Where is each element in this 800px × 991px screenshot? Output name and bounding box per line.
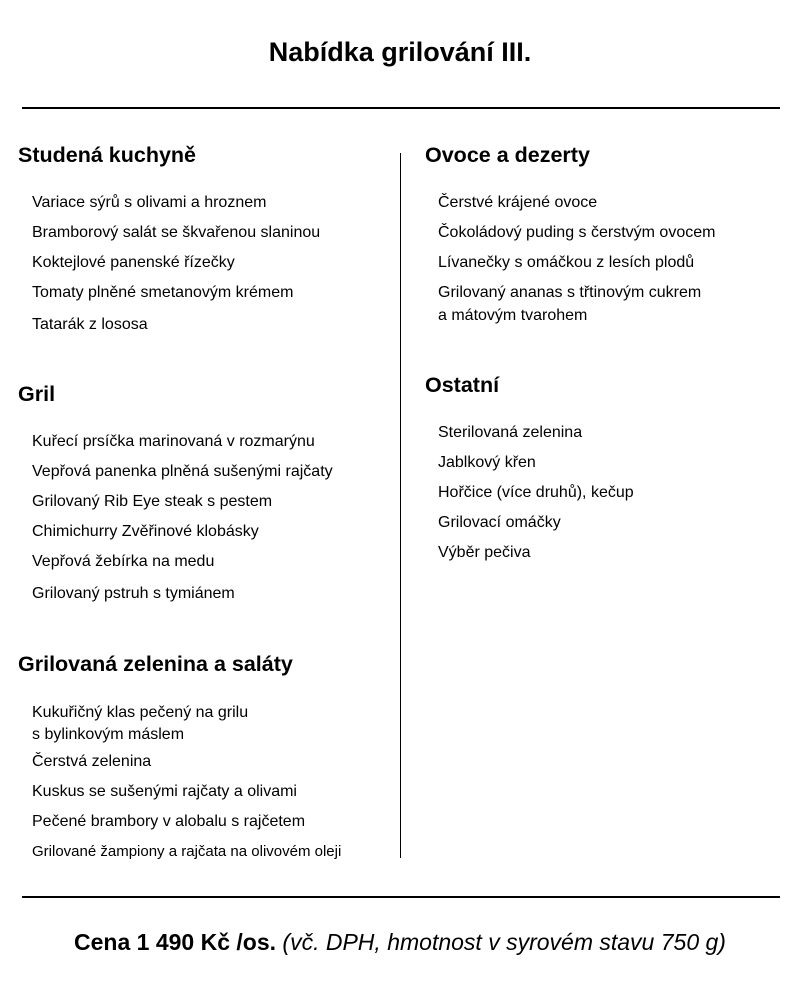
menu-item: Kukuřičný klas pečený na grilu <box>32 704 249 721</box>
menu-item: Grilovaný pstruh s tymiánem <box>32 585 235 602</box>
page-title: Nabídka grilování III. <box>268 37 532 67</box>
menu-item: Čerstvá zelenina <box>32 753 152 770</box>
column-divider <box>400 153 401 858</box>
menu-item: Lívanečky s omáčkou z lesích plodů <box>438 254 695 271</box>
menu-item: Hořčice (více druhů), kečup <box>438 484 634 501</box>
menu-item: Sterilovaná zelenina <box>438 424 583 441</box>
section-title-studena-kuchyne: Studená kuchyně <box>18 143 197 167</box>
section-title-ostatni: Ostatní <box>425 373 500 397</box>
menu-item: Koktejlové panenské řízečky <box>32 254 235 271</box>
menu-item: Tatarák z lososa <box>32 316 148 333</box>
menu-item: Variace sýrů s olivami a hroznem <box>32 194 267 211</box>
menu-item: Tomaty plněné smetanovým krémem <box>32 284 294 301</box>
menu-item: Chimichurry Zvěřinové klobásky <box>32 523 259 540</box>
menu-item: Grilovací omáčky <box>438 514 561 531</box>
menu-item: Vepřová žebírka na medu <box>32 553 215 570</box>
section-title-gril: Gril <box>18 382 56 406</box>
menu-item: Grilované žampiony a rajčata na olivovém oleji <box>32 843 342 860</box>
menu-item: Grilovaný Rib Eye steak s pestem <box>32 493 273 510</box>
menu-item: Grilovaný ananas s třtinovým cukrem <box>438 284 702 301</box>
price-note: (vč. DPH, hmotnost v syrovém stavu 750 g) <box>282 929 726 955</box>
section-title-grilovana-zelenina: Grilovaná zelenina a saláty <box>18 652 293 676</box>
menu-item-continuation: a mátovým tvarohem <box>438 307 588 324</box>
menu-item: Kuřecí prsíčka marinovaná v rozmarýnu <box>32 433 315 450</box>
menu-item: Čokoládový puding s čerstvým ovocem <box>438 224 716 241</box>
menu-item: Vepřová panenka plněná sušenými rajčaty <box>32 463 333 480</box>
price-footer <box>0 926 800 958</box>
menu-item-continuation: s bylinkovým máslem <box>32 726 185 743</box>
bottom-divider <box>22 896 780 898</box>
menu-item: Bramborový salát se škvařenou slaninou <box>32 224 321 241</box>
menu-item: Jablkový křen <box>438 454 536 471</box>
menu-item: Pečené brambory v alobalu s rajčetem <box>32 813 306 830</box>
top-divider <box>22 107 780 109</box>
menu-item: Výběr pečiva <box>438 544 531 561</box>
menu-item: Čerstvé krájené ovoce <box>438 194 598 211</box>
section-title-ovoce-a-dezerty: Ovoce a dezerty <box>425 143 590 167</box>
price-label: Cena 1 490 Kč /os. <box>74 929 277 955</box>
menu-item: Kuskus se sušenými rajčaty a olivami <box>32 783 297 800</box>
